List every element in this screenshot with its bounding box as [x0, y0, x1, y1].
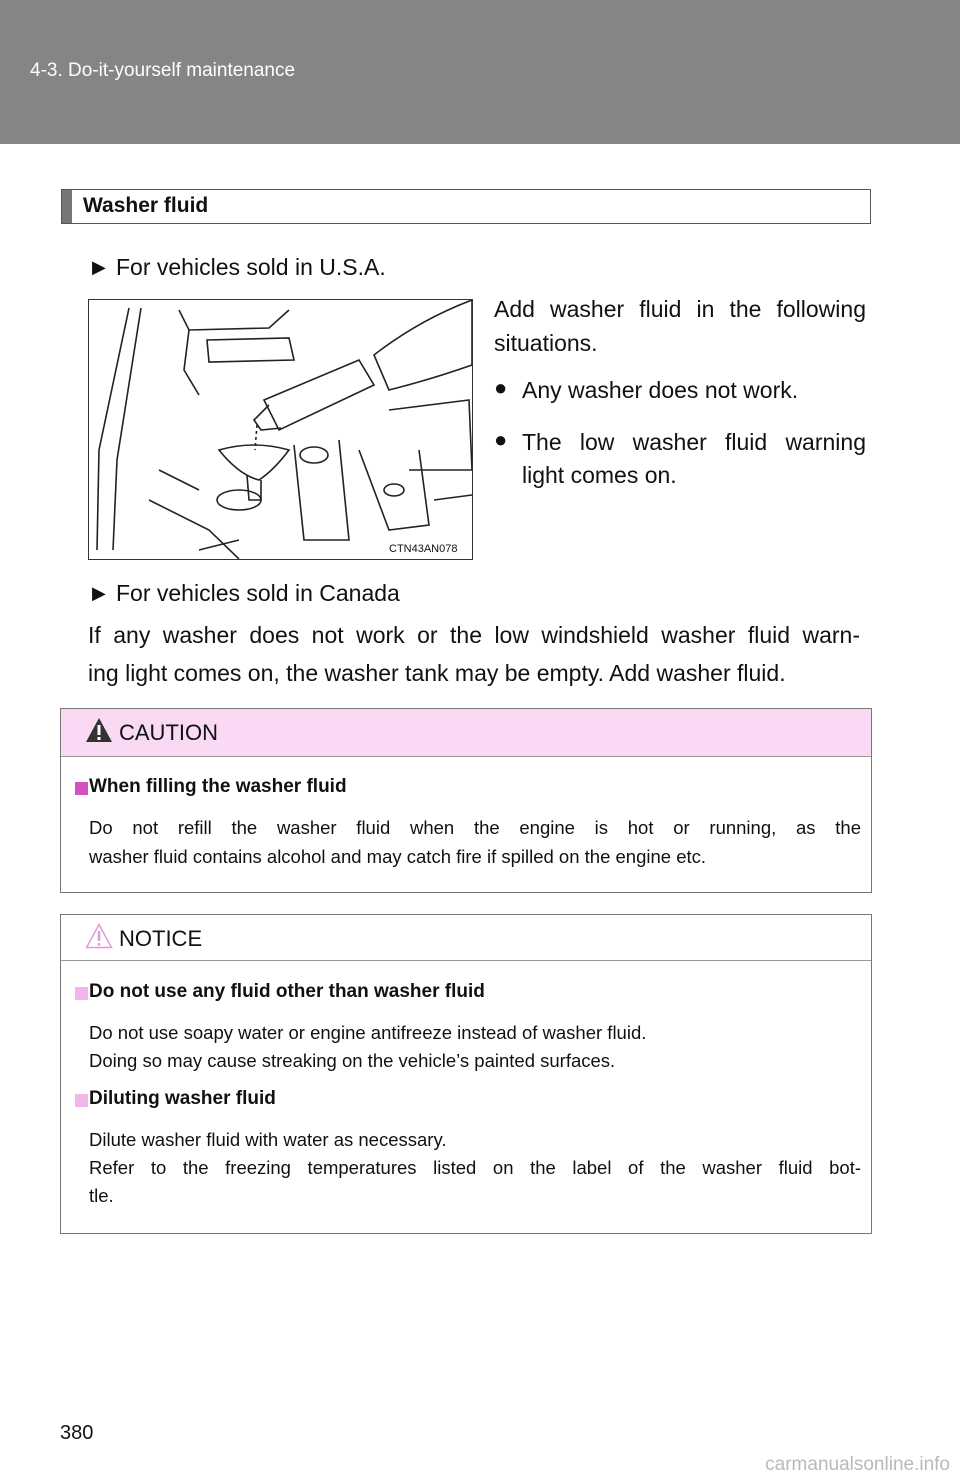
warning-outline-icon [85, 923, 113, 949]
page-header [0, 0, 960, 144]
watermark: carmanualsonline.info [765, 1454, 950, 1475]
caution-text-line2: washer fluid contains alcohol and may catch fire if spilled on the engine etc. [89, 846, 707, 867]
caution-header [61, 709, 871, 757]
section-title: 4-3. Do-it-yourself maintenance [30, 60, 296, 81]
washer-fluid-figure [88, 299, 473, 560]
canada-label: For vehicles sold in Canada [116, 580, 400, 606]
usa-intro-line1: Add washer fluid in the following [494, 296, 866, 322]
notice-heading-1: Do not use any fluid other than washer fluid [89, 981, 485, 1002]
topic-title: Washer fluid [83, 194, 209, 217]
caution-label: CAUTION [119, 720, 218, 745]
canada-text-line1: If any washer does not work or the low windshield washer fluid warn- [88, 622, 860, 648]
warning-icon [85, 717, 113, 743]
topic-title-bar [61, 189, 871, 224]
arrow-icon: ▶ [92, 257, 106, 277]
notice-header [61, 915, 871, 961]
title-accent [62, 190, 72, 223]
caution-text-line1: Do not refill the washer fluid when the engine is hot or running, as the [89, 817, 861, 838]
notice-text-1b: Doing so may cause streaking on the vehicle’s painted surfaces. [89, 1050, 616, 1071]
canada-text-line2: ing light comes on, the washer tank may be empty. Add washer fluid. [88, 660, 786, 686]
notice-label: NOTICE [119, 926, 203, 951]
caution-box [60, 708, 872, 893]
square-bullet-icon [75, 1094, 88, 1107]
usa-item-1: Any washer does not work. [522, 377, 799, 403]
bullet-dot-icon: ● [494, 427, 508, 452]
square-bullet-icon [75, 782, 88, 795]
figure-code: CTN43AN078 [389, 543, 458, 555]
notice-text-1a: Do not use soapy water or engine antifreeze instead of washer fluid. [89, 1022, 647, 1043]
washer-fluid-filling-illustration [89, 300, 472, 559]
notice-box [60, 914, 872, 1234]
usa-item-2-line2: light comes on. [522, 462, 677, 488]
usa-label: For vehicles sold in U.S.A. [116, 254, 386, 280]
notice-heading-2: Diluting washer fluid [89, 1088, 276, 1109]
arrow-icon: ▶ [92, 583, 106, 603]
notice-text-2b: Refer to the freezing temperatures listed on the label of the washer fluid bot- [89, 1157, 861, 1178]
canada-label-row [92, 580, 400, 607]
notice-text-2c: tle. [89, 1185, 114, 1206]
usa-intro-line2: situations. [494, 330, 598, 356]
usa-label-row [92, 254, 386, 281]
caution-heading: When filling the washer fluid [89, 776, 347, 797]
bullet-dot-icon: ● [494, 375, 508, 400]
page-number: 380 [60, 1422, 94, 1444]
square-bullet-icon [75, 987, 88, 1000]
usa-item-2-line1: The low washer fluid warning [522, 429, 866, 455]
notice-text-2a: Dilute washer fluid with water as necessary. [89, 1129, 447, 1150]
